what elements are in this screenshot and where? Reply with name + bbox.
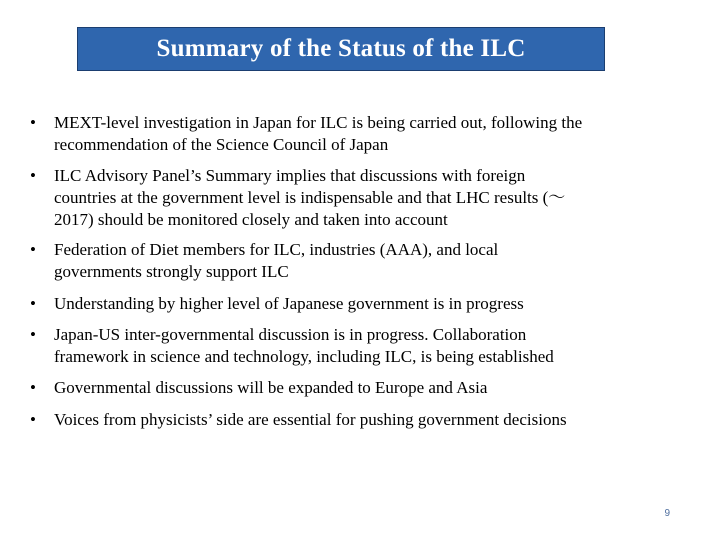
bullet-dot-icon: • xyxy=(30,378,36,397)
bullet-item xyxy=(30,324,690,368)
bullet-text: ILC Advisory Panel’s Summary implies that discussions with foreign countries at the government level is indispensable and that LHC results (〜 2017) should be monitored closely and taken into account xyxy=(54,166,566,229)
bullet-dot-icon: • xyxy=(30,113,36,132)
bullet-dot-icon: • xyxy=(30,410,36,429)
bullet-item xyxy=(30,409,690,431)
slide-title: Summary of the Status of the ILC xyxy=(156,35,526,62)
bullet-item xyxy=(30,165,690,231)
bullet-text: Japan-US inter-governmental discussion is in progress. Collaboration framework in science and technology, including ILC, is being established xyxy=(54,325,554,366)
bullet-dot-icon: • xyxy=(30,325,36,344)
bullet-text: MEXT-level investigation in Japan for ILC is being carried out, following the recommendation of the Science Council of Japan xyxy=(54,113,583,154)
bullet-dot-icon: • xyxy=(30,240,36,259)
page-number: 9 xyxy=(664,508,670,519)
bullet-text: Federation of Diet members for ILC, industries (AAA), and local governments strongly support ILC xyxy=(54,240,499,281)
bullet-item xyxy=(30,377,690,399)
bullet-text: Voices from physicists’ side are essential for pushing government decisions xyxy=(54,410,567,429)
bullet-item xyxy=(30,293,690,315)
bullet-dot-icon: • xyxy=(30,294,36,313)
bullet-dot-icon: • xyxy=(30,166,36,185)
bullet-item xyxy=(30,112,690,156)
bullet-text: Governmental discussions will be expanded to Europe and Asia xyxy=(54,378,488,397)
bullet-text: Understanding by higher level of Japanese government is in progress xyxy=(54,294,524,313)
bullet-item xyxy=(30,239,690,283)
